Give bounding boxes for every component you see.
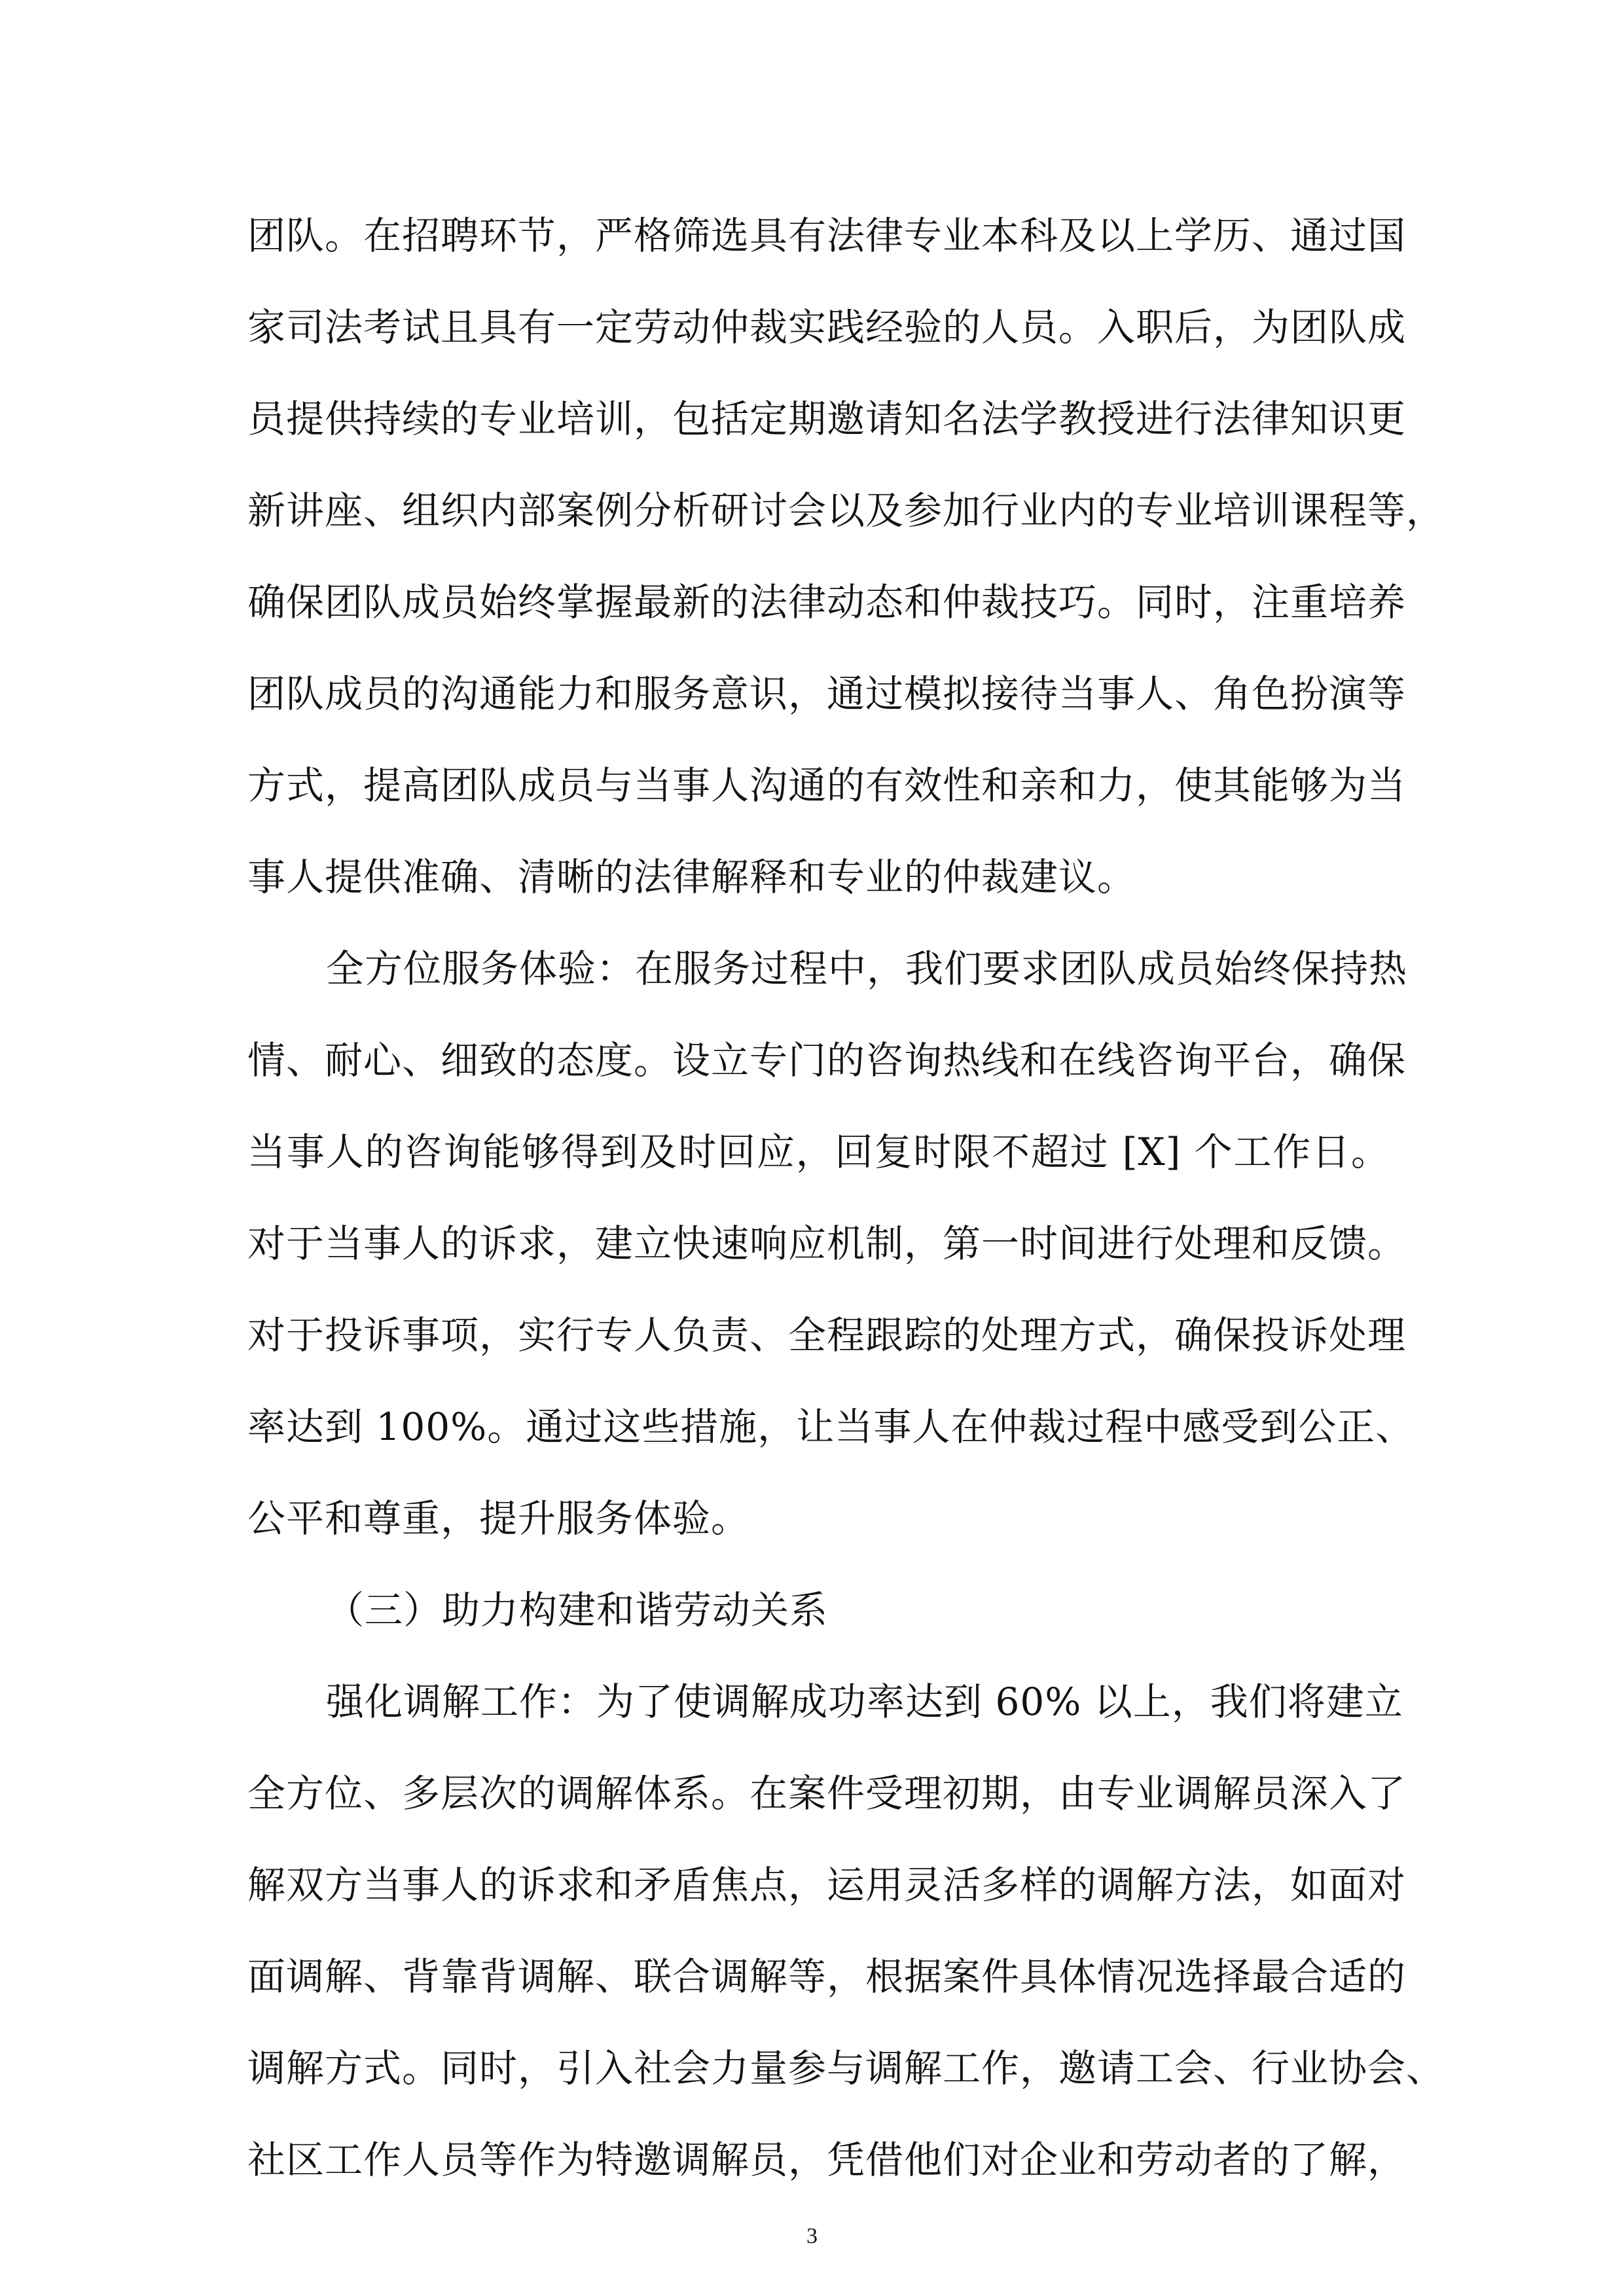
text-line: 新讲座、组织内部案例分析研讨会以及参加行业内的专业培训课程等，: [247, 488, 1445, 533]
text-line: 对于投诉事项，实行专人负责、全程跟踪的处理方式，确保投诉处理: [247, 1313, 1407, 1357]
text-line: 对于当事人的诉求，建立快速响应机制，第一时间进行处理和反馈。: [247, 1221, 1407, 1266]
page-number: 3: [806, 2224, 818, 2248]
paragraph-start-line: 全方位服务体验：在服务过程中，我们要求团队成员始终保持热: [326, 946, 1408, 991]
text-line: 解双方当事人的诉求和矛盾焦点，运用灵活多样的调解方法，如面对: [247, 1863, 1407, 1907]
text-line: 调解方式。同时，引入社会力量参与调解工作，邀请工会、行业协会、: [247, 2046, 1445, 2090]
text-line: 团队成员的沟通能力和服务意识，通过模拟接待当事人、角色扮演等: [247, 672, 1407, 716]
paragraph-start-line: 强化调解工作：为了使调解成功率达到 60% 以上，我们将建立: [326, 1679, 1403, 1724]
text-line: 方式，提高团队成员与当事人沟通的有效性和亲和力，使其能够为当: [247, 763, 1407, 808]
text-line: 面调解、背靠背调解、联合调解等，根据案件具体情况选择最合适的: [247, 1954, 1407, 1999]
text-line: 全方位、多层次的调解体系。在案件受理初期，由专业调解员深入了: [247, 1771, 1407, 1816]
text-line: 社区工作人员等作为特邀调解员，凭借他们对企业和劳动者的了解，: [247, 2138, 1407, 2182]
text-line: 率达到 100%。通过这些措施，让当事人在仲裁过程中感受到公正、: [247, 1405, 1415, 1449]
text-line: 团队。在招聘环节，严格筛选具有法律专业本科及以上学历、通过国: [247, 213, 1407, 258]
text-line: 家司法考试且具有一定劳动仲裁实践经验的人员。入职后，为团队成: [247, 305, 1407, 350]
text-line: 情、耐心、细致的态度。设立专门的咨询热线和在线咨询平台，确保: [247, 1038, 1407, 1083]
text-line: 事人提供准确、清晰的法律解释和专业的仲裁建议。: [247, 855, 1136, 899]
section-heading: （三）助力构建和谐劳动关系: [326, 1588, 829, 1632]
text-line: 员提供持续的专业培训，包括定期邀请知名法学教授进行法律知识更: [247, 397, 1407, 441]
text-line: 确保团队成员始终掌握最新的法律动态和仲裁技巧。同时，注重培养: [247, 580, 1407, 624]
text-line: 公平和尊重，提升服务体验。: [247, 1496, 750, 1541]
text-line: 当事人的咨询能够得到及时回应，回复时限不超过 [X] 个工作日。: [247, 1130, 1390, 1174]
